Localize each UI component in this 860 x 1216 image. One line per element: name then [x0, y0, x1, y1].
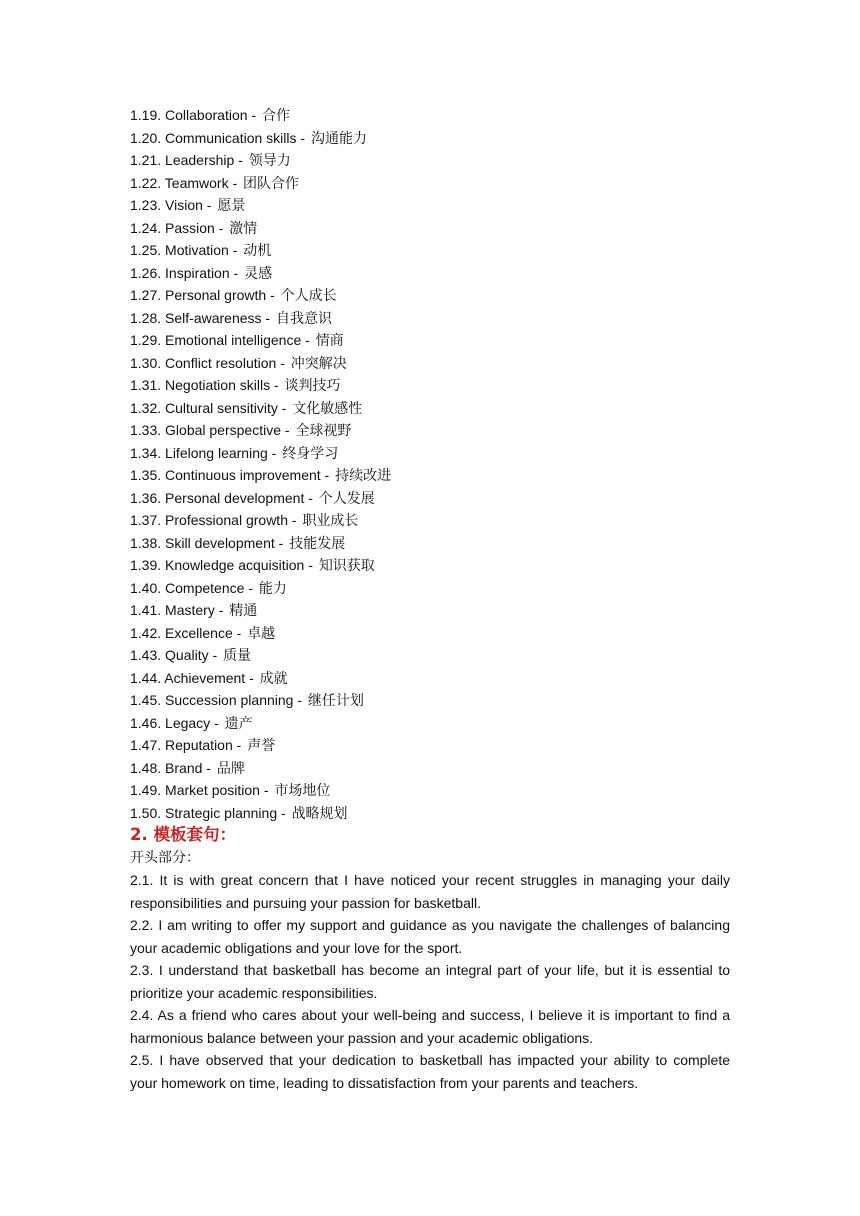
vocab-english-term: Market position [165, 782, 260, 798]
vocab-item [130, 577, 730, 600]
vocab-number: 1.46. [130, 714, 162, 731]
vocab-separator: - [244, 579, 257, 596]
vocab-english-term: Inspiration [165, 264, 230, 281]
vocab-chinese-term: 持续改进 [335, 468, 392, 484]
vocab-chinese-term: 愿景 [217, 198, 246, 214]
vocab-separator: - [274, 534, 288, 551]
vocab-separator: - [208, 647, 222, 663]
vocab-chinese-term: 情商 [315, 333, 344, 349]
vocab-separator: - [247, 107, 260, 123]
vocab-number: 1.28. [130, 309, 162, 326]
vocab-english-term: Continuous improvement [165, 467, 321, 483]
vocab-number: 1.36. [130, 489, 162, 506]
vocab-item [130, 802, 730, 825]
vocab-chinese-term: 激情 [229, 220, 258, 237]
vocab-separator: - [270, 377, 283, 393]
vocab-item [130, 217, 730, 240]
vocab-separator: - [210, 714, 223, 731]
vocab-english-term: Skill development [165, 534, 275, 551]
vocab-number: 1.32. [130, 399, 162, 416]
vocab-english-term: Teamwork [164, 174, 229, 191]
vocab-item [130, 464, 730, 487]
vocab-english-term: Knowledge acquisition [165, 557, 305, 573]
vocab-english-term: Competence [165, 579, 245, 596]
vocab-separator: - [277, 399, 291, 416]
vocab-chinese-term: 市场地位 [274, 783, 331, 799]
vocab-chinese-term: 灵感 [244, 265, 273, 282]
vocab-number: 1.23. [130, 197, 162, 213]
vocab-item [130, 307, 730, 330]
vocab-separator: - [320, 467, 334, 483]
vocab-chinese-term: 品牌 [216, 760, 245, 777]
vocab-english-term: Cultural sensitivity [165, 399, 278, 416]
vocab-number: 1.47. [130, 737, 162, 753]
vocab-number: 1.33. [130, 422, 162, 438]
vocab-item [130, 329, 730, 352]
vocab-english-term: Lifelong learning [165, 444, 268, 461]
vocab-item [130, 509, 730, 532]
vocab-english-term: Brand [165, 759, 203, 776]
vocab-number: 1.50. [130, 804, 162, 821]
vocab-item [130, 149, 730, 172]
section-heading: 2. 模板套句： [130, 825, 236, 844]
vocab-separator: - [259, 782, 273, 798]
vocab-chinese-term: 成就 [259, 670, 288, 687]
vocab-chinese-term: 领导力 [248, 153, 291, 169]
vocab-separator: - [202, 197, 216, 213]
vocab-separator: - [245, 669, 258, 686]
vocab-item [130, 532, 730, 555]
vocab-number: 1.34. [130, 444, 162, 461]
vocab-english-term: Quality [165, 647, 209, 663]
vocab-number: 1.43. [130, 647, 162, 663]
vocab-item [130, 779, 730, 802]
vocab-separator: - [287, 512, 301, 528]
vocab-number: 1.39. [130, 557, 162, 573]
vocab-english-term: Leadership [165, 152, 235, 168]
section-2 [130, 824, 730, 1094]
vocab-item [130, 127, 730, 150]
vocab-number: 1.31. [130, 377, 162, 393]
vocab-english-term: Legacy [165, 714, 211, 731]
vocab-chinese-term: 知识获取 [318, 558, 375, 574]
vocab-english-term: Succession planning [165, 692, 294, 708]
vocab-english-term: Strategic planning [165, 804, 278, 821]
vocab-number: 1.49. [130, 782, 162, 798]
vocab-item [130, 734, 730, 757]
vocab-item [130, 644, 730, 667]
template-sentence: 2.4. As a friend who cares about your well-being and success, I believe it is important to find a harmonious balance between your passion and your academic obligations. [130, 1007, 730, 1046]
vocab-separator: - [228, 242, 242, 258]
vocab-number: 1.40. [130, 579, 162, 596]
vocab-number: 1.38. [130, 534, 162, 551]
vocab-english-term: Passion [165, 219, 215, 236]
vocab-item [130, 622, 730, 645]
vocab-separator: - [202, 759, 215, 776]
vocab-number: 1.35. [130, 467, 162, 483]
vocab-english-term: Global perspective [165, 422, 281, 438]
vocab-separator: - [214, 602, 228, 618]
vocab-item [130, 599, 730, 622]
vocab-number: 1.30. [130, 354, 162, 371]
vocab-number: 1.20. [130, 129, 162, 146]
vocab-separator: - [280, 422, 294, 438]
vocab-item [130, 397, 730, 420]
vocab-english-term: Motivation [165, 242, 229, 258]
vocab-separator: - [261, 309, 274, 326]
vocab-item [130, 172, 730, 195]
vocab-item [130, 554, 730, 577]
vocab-separator: - [232, 737, 246, 753]
vocab-number: 1.45. [130, 692, 162, 708]
template-sentence: 2.1. It is with great concern that I have noticed your recent struggles in managing your daily responsibilities and pursuing your passion for basketball. [130, 872, 730, 911]
vocab-chinese-term: 终身学习 [282, 445, 339, 462]
vocab-separator: - [296, 129, 309, 146]
vocab-chinese-term: 战略规划 [291, 805, 348, 822]
vocab-chinese-term: 动机 [243, 243, 272, 259]
vocab-separator: - [266, 287, 279, 303]
vocab-chinese-term: 文化敏感性 [292, 400, 363, 417]
vocab-separator: - [304, 489, 317, 506]
vocab-number: 1.26. [130, 264, 162, 281]
vocab-english-term: Negotiation skills [165, 377, 271, 393]
vocab-item [130, 104, 730, 127]
vocab-separator: - [293, 692, 306, 708]
vocab-number: 1.19. [130, 107, 162, 123]
document-page [130, 104, 730, 1094]
vocab-english-term: Mastery [165, 602, 215, 618]
vocab-item [130, 194, 730, 217]
vocab-chinese-term: 质量 [223, 648, 252, 664]
vocab-number: 1.48. [130, 759, 162, 776]
vocab-chinese-term: 继任计划 [307, 693, 364, 709]
vocab-english-term: Excellence [165, 624, 233, 641]
vocab-item [130, 712, 730, 735]
vocab-separator: - [277, 804, 290, 821]
template-sentence-list [130, 869, 730, 1094]
vocab-separator: - [232, 624, 246, 641]
vocab-number: 1.37. [130, 512, 162, 528]
vocab-english-term: Reputation [165, 737, 233, 753]
vocab-chinese-term: 全球视野 [295, 423, 352, 439]
vocab-chinese-term: 职业成长 [302, 513, 359, 529]
vocab-item [130, 374, 730, 397]
vocab-english-term: Vision [165, 197, 203, 213]
vocab-separator: - [229, 264, 243, 281]
vocab-item [130, 352, 730, 375]
vocab-item [130, 487, 730, 510]
vocab-chinese-term: 团队合作 [243, 175, 300, 192]
vocab-separator: - [301, 332, 314, 348]
vocab-separator: - [304, 557, 317, 573]
vocab-separator: - [234, 152, 247, 168]
vocab-chinese-term: 个人成长 [280, 288, 337, 304]
vocab-number: 1.29. [130, 332, 162, 348]
vocab-chinese-term: 精通 [229, 603, 258, 619]
vocab-item [130, 667, 730, 690]
vocab-chinese-term: 沟通能力 [310, 130, 367, 147]
vocab-english-term: Communication skills [165, 129, 297, 146]
vocab-chinese-term: 卓越 [247, 625, 276, 642]
vocab-number: 1.22. [130, 174, 162, 191]
vocab-item [130, 757, 730, 780]
vocab-chinese-term: 声誉 [247, 738, 276, 754]
vocab-separator: - [214, 219, 228, 236]
vocabulary-list [130, 104, 730, 824]
template-sentence: 2.3. I understand that basketball has become an integral part of your life, but it is essential to prioritize your academic responsibilities. [130, 962, 730, 1001]
vocab-english-term: Professional growth [165, 512, 288, 528]
vocab-english-term: Personal growth [165, 287, 267, 303]
vocab-separator: - [276, 354, 289, 371]
vocab-item [130, 262, 730, 285]
vocab-english-term: Personal development [165, 489, 305, 506]
vocab-separator: - [228, 174, 242, 191]
vocab-item [130, 442, 730, 465]
vocab-item [130, 239, 730, 262]
opening-subheading: 开头部分： [130, 849, 200, 866]
vocab-number: 1.42. [130, 624, 162, 641]
vocab-item [130, 284, 730, 307]
vocab-english-term: Self-awareness [165, 309, 262, 326]
vocab-item [130, 419, 730, 442]
vocab-separator: - [267, 444, 281, 461]
vocab-chinese-term: 自我意识 [275, 310, 332, 327]
template-sentence: 2.2. I am writing to offer my support and guidance as you navigate the challenges of balancing your academic obligations and your love for the sport. [130, 917, 730, 956]
vocab-chinese-term: 个人发展 [318, 490, 375, 507]
vocab-chinese-term: 技能发展 [289, 535, 346, 552]
vocab-english-term: Achievement [164, 669, 246, 686]
vocab-chinese-term: 冲突解决 [290, 355, 347, 372]
vocab-number: 1.44. [130, 669, 162, 686]
vocab-number: 1.41. [130, 602, 162, 618]
vocab-number: 1.25. [130, 242, 162, 258]
vocab-chinese-term: 谈判技巧 [284, 378, 341, 394]
vocab-number: 1.24. [130, 219, 162, 236]
template-sentence: 2.5. I have observed that your dedication to basketball has impacted your ability to complete your homework on time, leading to dissatisfaction from your parents and teachers. [130, 1052, 730, 1091]
vocab-english-term: Conflict resolution [165, 354, 277, 371]
vocab-english-term: Emotional intelligence [165, 332, 302, 348]
vocab-item [130, 689, 730, 712]
vocab-number: 1.27. [130, 287, 162, 303]
vocab-chinese-term: 遗产 [224, 715, 253, 732]
vocab-number: 1.21. [130, 152, 162, 168]
vocab-chinese-term: 能力 [258, 580, 287, 597]
vocab-chinese-term: 合作 [261, 108, 290, 124]
vocab-english-term: Collaboration [165, 107, 248, 123]
